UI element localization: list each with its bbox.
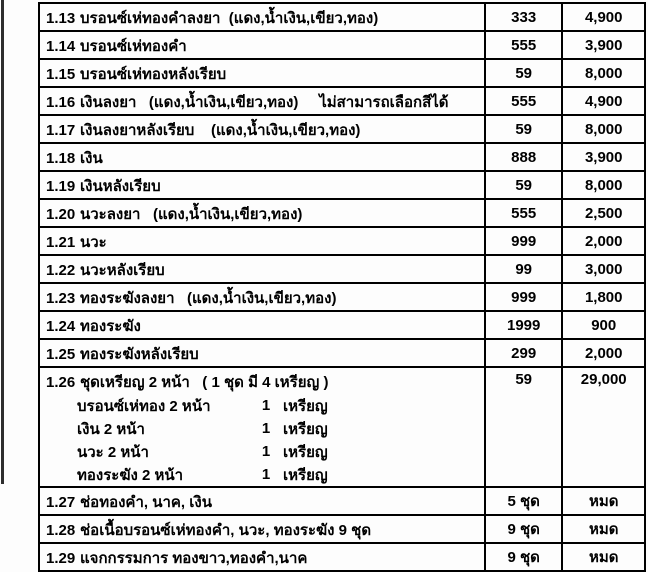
row-number: 1.22 (46, 262, 76, 279)
table-row (39, 255, 645, 283)
sub-item-unit: เหรียญ (283, 443, 328, 461)
quantity-cell: 299 (485, 339, 563, 367)
item-cell (39, 59, 485, 87)
item-cell (39, 543, 485, 571)
table-row (39, 199, 645, 227)
quantity-cell: 9 ชุด (485, 543, 563, 571)
row-number: 1.14 (46, 38, 76, 55)
quantity-cell: 333 (485, 3, 563, 31)
sub-item-unit: เหรียญ (283, 420, 328, 438)
item-cell (39, 87, 485, 115)
row-description: ชุดเหรียญ 2 หน้า ( 1 ชุด มี 4 เหรียญ ) (80, 374, 329, 391)
sub-item-quantity: 1 (261, 420, 271, 437)
row-number: 1.16 (46, 94, 76, 111)
quantity-cell: 59 (485, 367, 563, 487)
table-row (39, 59, 645, 87)
item-line (40, 368, 484, 394)
table-row (39, 87, 645, 115)
item-cell (39, 339, 485, 367)
item-cell (39, 171, 485, 199)
table-row (39, 367, 645, 487)
row-number: 1.26 (46, 374, 76, 391)
quantity-cell: 59 (485, 115, 563, 143)
item-line (40, 88, 484, 114)
table-row (39, 31, 645, 59)
price-cell: 8,000 (562, 115, 645, 143)
sub-item-quantity: 1 (261, 466, 271, 483)
item-cell (39, 115, 485, 143)
item-cell (39, 515, 485, 543)
price-cell: 2,000 (562, 339, 645, 367)
item-cell (39, 487, 485, 515)
row-description: ทองระฆังลงยา (แดง,น้ำเงิน,เขียว,ทอง) (80, 290, 337, 307)
price-cell: หมด (562, 543, 645, 571)
table-row (39, 143, 645, 171)
table-row (39, 115, 645, 143)
price-cell: 900 (562, 311, 645, 339)
left-edge-line (1, 0, 4, 484)
row-description: ทองระฆังหลังเรียบ (80, 346, 199, 363)
item-line (40, 60, 484, 86)
row-description: นวะ (80, 234, 107, 251)
row-number: 1.27 (46, 494, 76, 511)
price-cell: 3,900 (562, 31, 645, 59)
item-cell (39, 311, 485, 339)
price-cell: 2,000 (562, 227, 645, 255)
price-table-body (39, 3, 645, 571)
table-row (39, 311, 645, 339)
quantity-cell: 99 (485, 255, 563, 283)
row-description: เงินลงยาหลังเรียบ (แดง,น้ำเงิน,เขียว,ทอง) (80, 122, 361, 139)
price-cell: 4,900 (562, 3, 645, 31)
row-number: 1.13 (46, 10, 76, 27)
row-number: 1.15 (46, 66, 76, 83)
price-cell: 8,000 (562, 171, 645, 199)
quantity-cell: 888 (485, 143, 563, 171)
table-row (39, 227, 645, 255)
row-description: เงินหลังเรียบ (80, 178, 161, 195)
item-line (40, 256, 484, 282)
item-cell (39, 283, 485, 311)
price-cell: 4,900 (562, 87, 645, 115)
row-description: ช่อเนื้อบรอนซ์เห่ทองคำ, นวะ, ทองระฆัง 9 ชุด (80, 522, 372, 539)
item-line (40, 200, 484, 226)
price-cell: 1,800 (562, 283, 645, 311)
sub-item (40, 440, 484, 463)
row-number: 1.25 (46, 346, 76, 363)
row-description: ทองระฆัง (80, 318, 141, 335)
quantity-cell: 999 (485, 283, 563, 311)
price-cell: หมด (562, 515, 645, 543)
quantity-cell: 555 (485, 199, 563, 227)
quantity-cell: 555 (485, 87, 563, 115)
row-description: แจกกรรมการ ทองขาว,ทองคำ,นาค (80, 550, 308, 567)
price-cell: 29,000 (562, 367, 645, 487)
sub-item (40, 463, 484, 486)
item-line (40, 488, 484, 514)
item-line (40, 544, 484, 570)
sub-item-unit: เหรียญ (283, 466, 328, 484)
item-line (40, 32, 484, 58)
sub-item-quantity: 1 (261, 443, 271, 460)
table-row (39, 543, 645, 571)
item-line (40, 116, 484, 142)
row-number: 1.21 (46, 234, 76, 251)
item-line (40, 144, 484, 170)
item-cell (39, 199, 485, 227)
sub-item-label: บรอนซ์เห่ทอง 2 หน้า (77, 397, 211, 415)
item-line (40, 228, 484, 254)
quantity-cell: 59 (485, 59, 563, 87)
row-number: 1.20 (46, 206, 76, 223)
item-line (40, 312, 484, 338)
price-cell: 2,500 (562, 199, 645, 227)
sub-item-unit: เหรียญ (283, 397, 328, 415)
quantity-cell: 9 ชุด (485, 515, 563, 543)
row-number: 1.23 (46, 290, 76, 307)
row-number: 1.24 (46, 318, 76, 335)
quantity-cell: 5 ชุด (485, 487, 563, 515)
sub-item (40, 417, 484, 440)
item-line (40, 284, 484, 310)
quantity-cell: 59 (485, 171, 563, 199)
table-row (39, 487, 645, 515)
item-cell (39, 255, 485, 283)
row-description: บรอนซ์เห่ทองคำ (80, 38, 187, 55)
price-cell: 3,900 (562, 143, 645, 171)
item-cell (39, 367, 485, 487)
item-cell (39, 227, 485, 255)
row-description: ช่อทองคำ, นาค, เงิน (80, 494, 212, 511)
row-description: บรอนซ์เห่ทองคำลงยา (แดง,น้ำเงิน,เขียว,ทอง) (80, 10, 379, 27)
item-line (40, 172, 484, 198)
row-description: นวะลงยา (แดง,น้ำเงิน,เขียว,ทอง) (80, 206, 303, 223)
row-number: 1.19 (46, 178, 76, 195)
item-cell (39, 143, 485, 171)
row-number: 1.29 (46, 550, 76, 567)
table-row (39, 283, 645, 311)
quantity-cell: 1999 (485, 311, 563, 339)
quantity-cell: 999 (485, 227, 563, 255)
sub-item (40, 394, 484, 417)
row-description: บรอนซ์เห่ทองหลังเรียบ (80, 66, 227, 83)
price-cell: 8,000 (562, 59, 645, 87)
row-number: 1.18 (46, 150, 76, 167)
sub-item-label: เงิน 2 หน้า (77, 420, 145, 438)
table-row (39, 515, 645, 543)
price-cell: 3,000 (562, 255, 645, 283)
sub-item-label: ทองระฆัง 2 หน้า (77, 466, 184, 484)
table-row (39, 171, 645, 199)
row-description: นวะหลังเรียบ (80, 262, 165, 279)
item-line (40, 4, 484, 30)
row-number: 1.28 (46, 522, 76, 539)
item-cell (39, 31, 485, 59)
row-description: เงินลงยา (แดง,น้ำเงิน,เขียว,ทอง) ไม่สามารถเลือกสีได้ (80, 94, 449, 111)
item-cell (39, 3, 485, 31)
row-description: เงิน (80, 150, 103, 167)
quantity-cell: 555 (485, 31, 563, 59)
item-line (40, 516, 484, 542)
row-number: 1.17 (46, 122, 76, 139)
table-row (39, 3, 645, 31)
table-row (39, 339, 645, 367)
price-list-table (38, 2, 646, 572)
item-line (40, 340, 484, 366)
sub-item-quantity: 1 (261, 397, 271, 414)
sub-item-label: นวะ 2 หน้า (77, 443, 149, 461)
price-cell: หมด (562, 487, 645, 515)
